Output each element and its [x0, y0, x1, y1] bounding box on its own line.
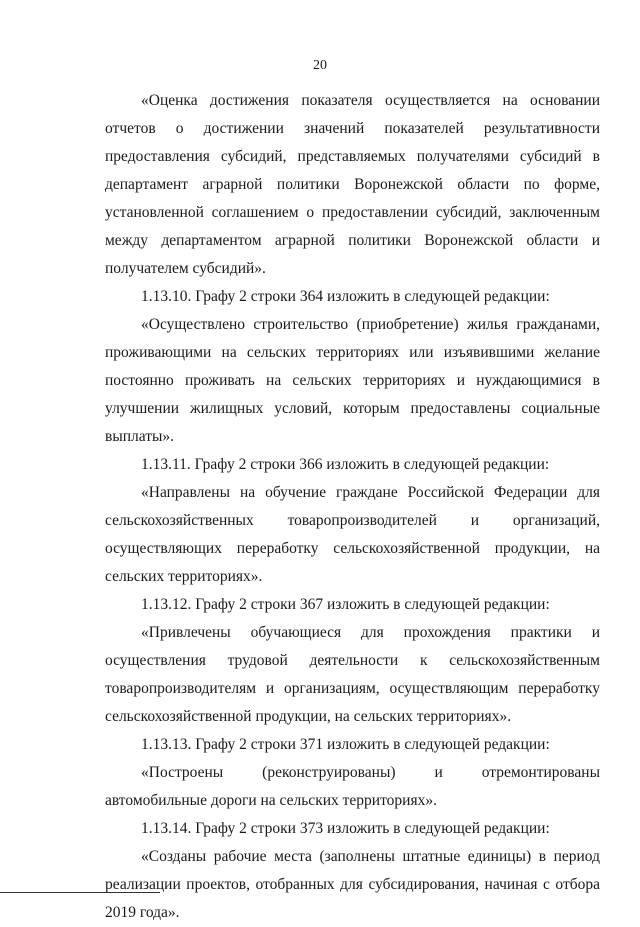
item-1-13-14: 1.13.14. Графу 2 строки 373 изложить в следующей редакции:: [141, 820, 550, 837]
paragraph-jobs: «Созданы рабочие места (заполнены штатные единицы) в период реализации проектов, отобранных для субсидирования, начиная с отбора 2019 года».: [105, 848, 600, 921]
page-number: 20: [313, 58, 327, 73]
paragraph-roads: «Построены (реконструированы) и отремонтированы автомобильные дороги на сельских территориях».: [105, 764, 600, 809]
item-1-13-11: 1.13.11. Графу 2 строки 366 изложить в следующей редакции:: [141, 456, 550, 473]
item-1-13-12: 1.13.12. Графу 2 строки 367 изложить в следующей редакции:: [141, 596, 550, 613]
document-body: [105, 87, 600, 927]
item-1-13-13: 1.13.13. Графу 2 строки 371 изложить в следующей редакции:: [141, 736, 550, 753]
item-1-13-10: 1.13.10. Графу 2 строки 364 изложить в следующей редакции:: [141, 288, 550, 305]
paragraph-evaluation-note: «Оценка достижения показателя осуществляется на основании отчетов о достижении значений показателей результативности предоставления субсидий, представляемых получателями субсидий в департамент аграрной политики Воронежской области по форме, установленной соглашением о предоставлении субсидий, заключенным между департаментом аграрной политики Воронежской области и получателем субсидий».: [105, 92, 600, 277]
footnote-divider: [0, 892, 160, 893]
paragraph-housing: «Осуществлено строительство (приобретение) жилья гражданами, проживающими на сельских территориях или изъявившими желание постоянно проживать на сельских территориях и нуждающимися в улучшении жилищных условий, которым предоставлены социальные выплаты».: [105, 316, 600, 445]
paragraph-training: «Направлены на обучение граждане Российской Федерации для сельскохозяйственных товаропроизводителей и организаций, осуществляющих переработку сельскохозяйственной продукции, на сельских территориях».: [105, 484, 600, 585]
paragraph-practice: «Привлечены обучающиеся для прохождения практики и осуществления трудовой деятельности к сельскохозяйственным товаропроизводителям и организациям, осуществляющим переработку сельскохозяйственной продукции, на сельских территориях».: [105, 624, 600, 725]
